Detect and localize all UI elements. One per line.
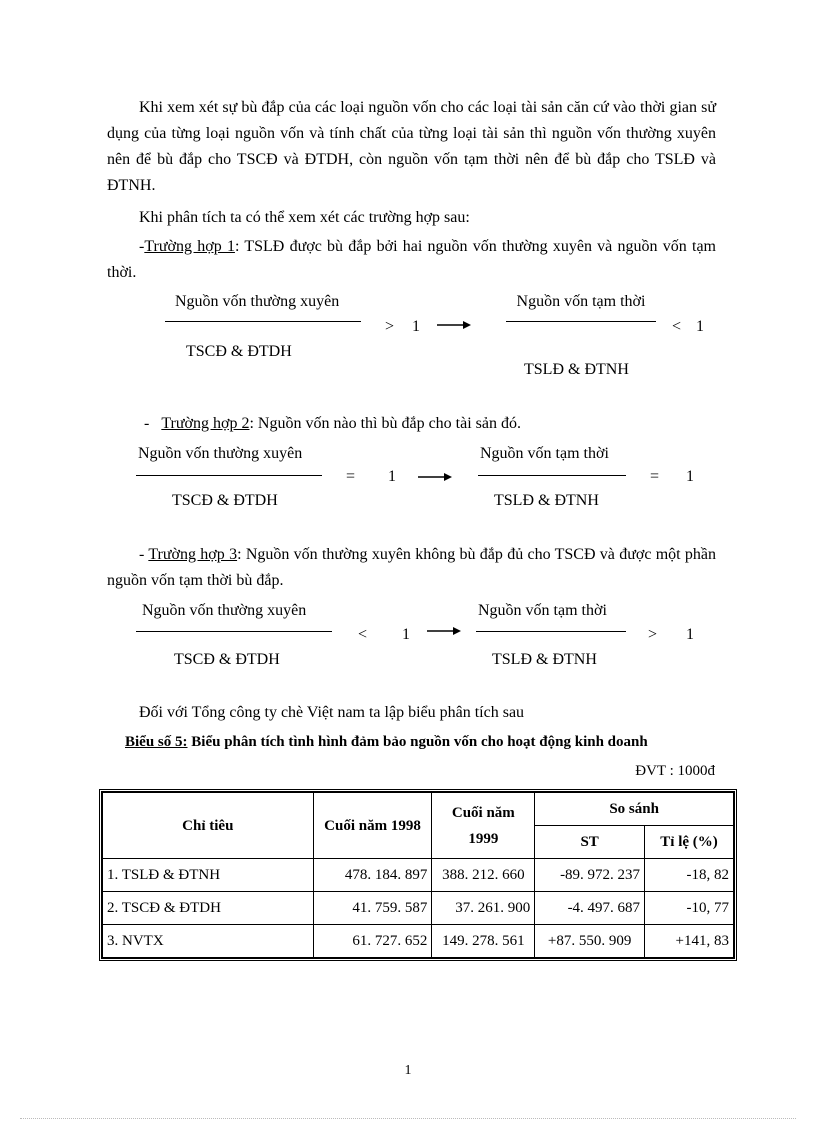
case1-f2-value: 1 [696,318,704,335]
case1-title: Trường hợp 1 [144,238,235,255]
case2-title: Trường hợp 2 [161,415,250,432]
header-end-1999: Cuối năm 1999 [432,793,535,859]
table-row [103,892,734,925]
row-1999: 149. 278. 561 [432,925,535,958]
case1-f2-denominator: TSLĐ & ĐTNH [524,361,629,378]
case3-f2-value: 1 [686,626,694,643]
case3-f1-fraction-bar [136,631,332,632]
case2-f2-fraction-bar [478,475,626,476]
row-st: +87. 550. 909 [535,925,645,958]
case3-f1-operator: < [358,626,368,643]
case3-f2-fraction-bar [476,631,626,632]
page-number: 1 [404,1063,412,1078]
unit-label: ĐVT : 1000đ [635,763,715,779]
case3-arrow-icon [427,625,461,637]
case3-body: : Nguồn vốn thường xuyên không bù đắp đủ cho TSCĐ và được một phần nguồn vốn tạm thời bù đắp. [107,546,717,589]
case1-f2-numerator: Nguồn vốn tạm thời [516,293,646,310]
paragraph-intro: Khi xem xét sự bù đắp của các loại nguồn vốn cho các loại tài sản căn cứ vào thời gian sử dụng của từng loại nguồn vốn và tính chất của từng loại tài sản thì nguồn vốn thường xuyên nên để bù đắp cho TSCĐ và ĐTDH, còn nguồn vốn tạm thời nên để bù đắp cho TSLĐ và ĐTNH. [107,99,716,194]
case1-prefix: - [139,238,145,255]
row-1998: 41. 759. 587 [313,892,432,925]
header-end-1998: Cuối năm 1998 [313,793,432,859]
case2-f2-numerator: Nguồn vốn tạm thời [480,445,609,462]
case2-body: : Nguồn vốn nào thì bù đắp cho tài sản đó. [249,415,521,432]
analysis-table [99,789,737,961]
case3-text [107,542,716,594]
row-1998: 61. 727. 652 [313,925,432,958]
case2-f1-fraction-bar [136,475,322,476]
case1-f2-operator: < [672,318,682,335]
case3-f2-numerator: Nguồn vốn tạm thời [478,602,607,619]
case1-f1-denominator: TSCĐ & ĐTDH [186,343,292,360]
case3-prefix: - [139,546,145,563]
case1-f1-numerator: Nguồn vốn thường xuyên [175,293,340,310]
table-row [103,859,734,892]
case3-f1-numerator: Nguồn vốn thường xuyên [142,602,307,619]
case2-f1-operator: = [346,468,356,485]
case1-arrow-icon [437,319,471,331]
case2-arrow-icon [418,471,452,483]
case3-f1-denominator: TSCĐ & ĐTDH [174,651,280,668]
case1-f1-operator: > [385,318,395,335]
case3-f2-denominator: TSLĐ & ĐTNH [492,651,597,668]
case1-body: : TSLĐ được bù đắp bởi hai nguồn vốn thường xuyên và nguồn vốn tạm thời. [107,238,716,281]
row-1999: 388. 212. 660 [432,859,535,892]
case3-title: Trường hợp 3 [148,546,238,563]
page-bottom-divider [20,1118,796,1119]
case1-f1-value: 1 [412,318,420,335]
case1-text [107,234,716,286]
row-name: 3. NVTX [103,925,314,958]
header-compare: So sánh [535,793,734,826]
row-ratio: -10, 77 [645,892,734,925]
table-intro: Đối với Tổng công ty chè Việt nam ta lập biểu phân tích sau [139,704,525,721]
case1-f2-fraction-bar [506,321,656,322]
row-ratio: -18, 82 [645,859,734,892]
row-name: 1. TSLĐ & ĐTNH [103,859,314,892]
row-st: -89. 972. 237 [535,859,645,892]
row-1998: 478. 184. 897 [313,859,432,892]
table-caption-title: Biểu phân tích tình hình đảm bảo nguồn vốn cho hoạt động kinh doanh [187,734,648,750]
case2-f1-numerator: Nguồn vốn thường xuyên [138,445,303,462]
case2-f2-operator: = [650,468,660,485]
case2-f2-denominator: TSLĐ & ĐTNH [494,492,599,509]
table-caption-label: Biểu số 5: [125,734,188,750]
header-ratio: Tỉ lệ (%) [645,826,734,859]
row-name: 2. TSCĐ & ĐTDH [103,892,314,925]
case2-text [144,414,521,434]
table-caption [125,734,648,751]
case3-f2-operator: > [648,626,658,643]
case1-f1-fraction-bar [165,321,361,322]
header-st: ST [535,826,645,859]
row-ratio: +141, 83 [645,925,734,958]
case2-f1-denominator: TSCĐ & ĐTDH [172,492,278,509]
header-indicator: Chỉ tiêu [103,793,314,859]
case3-f1-value: 1 [402,626,410,643]
case2-prefix: - [144,415,150,432]
paragraph-cases-intro: Khi phân tích ta có thể xem xét các trường hợp sau: [139,209,470,226]
row-st: -4. 497. 687 [535,892,645,925]
table-row [103,925,734,958]
case2-f2-value: 1 [686,468,694,485]
row-1999: 37. 261. 900 [432,892,535,925]
case2-f1-value: 1 [388,468,396,485]
